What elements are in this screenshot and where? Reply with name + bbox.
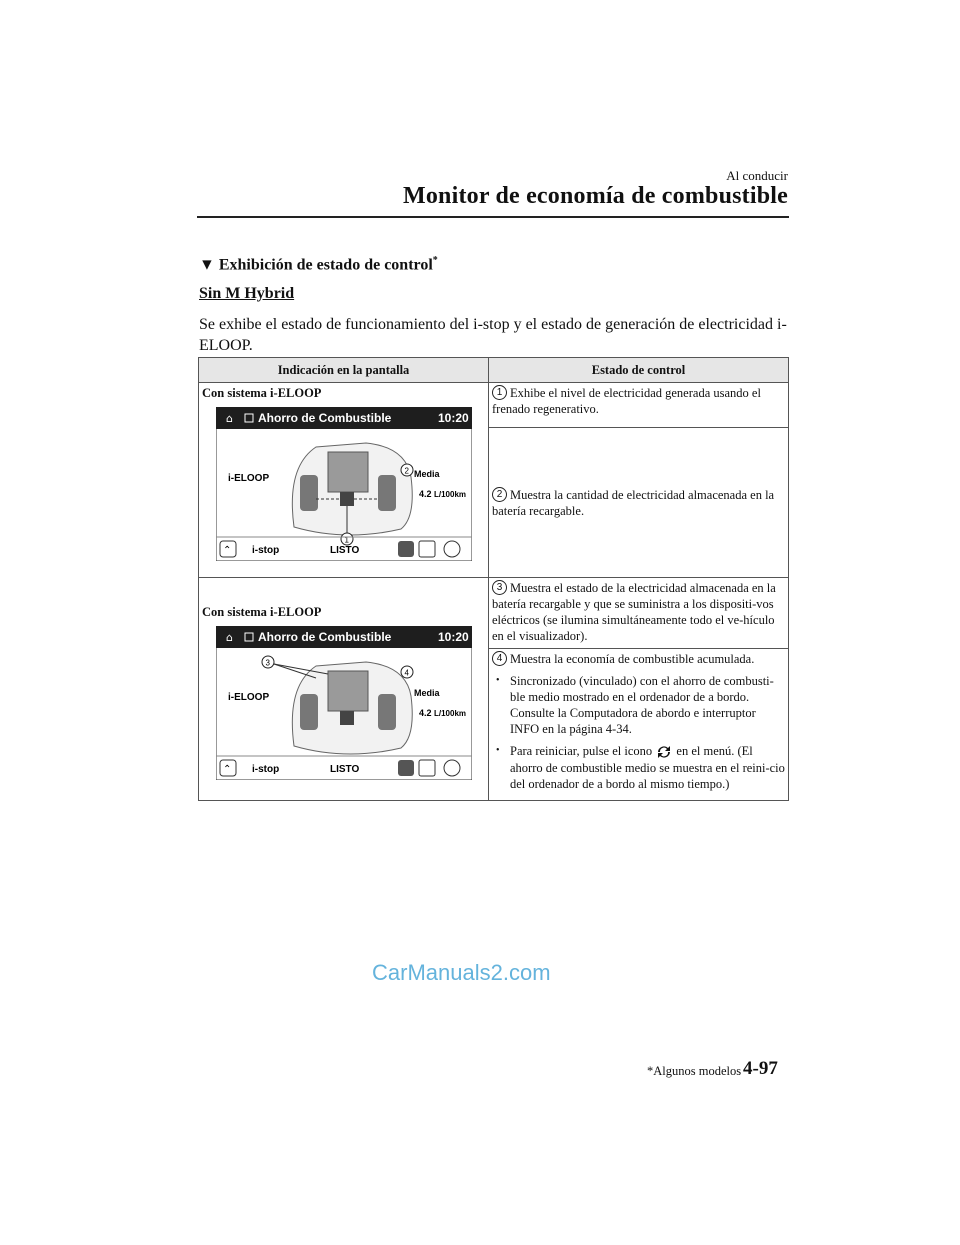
number-badge-3: 3: [492, 580, 507, 595]
triangle-icon: ▼: [199, 256, 215, 274]
list-item: [506, 743, 785, 792]
screen-time: 10:20: [438, 411, 469, 425]
table-header-row: [199, 358, 789, 383]
fuel-value: 4.2: [419, 708, 432, 718]
state-text-2: Muestra la cantidad de electricidad almacenada en la batería recargable.: [492, 487, 775, 518]
section-mark: *: [432, 255, 438, 266]
bullet-text-post: en el menú. (El ahorro de combustible medio se muestra en el reini-cio del ordenador de a bordo al mismo tiempo.): [510, 744, 785, 792]
fuel-economy-screen: [216, 407, 472, 561]
fuel-value: 4.2: [419, 489, 432, 499]
number-badge-2: 2: [492, 487, 507, 502]
callout-2: 2: [404, 466, 409, 476]
svg-text:⌃: ⌃: [223, 764, 232, 775]
gear-icon: [398, 541, 414, 557]
wheel-left: [300, 475, 318, 511]
section-title: [199, 255, 438, 274]
fuel-unit: L/100km: [434, 709, 467, 718]
display-screen-1: [216, 407, 485, 565]
callout-1: 1: [344, 535, 349, 545]
header-rule: [197, 216, 789, 218]
row-label: Con sistema i-ELOOP: [202, 386, 322, 400]
svg-text:⌃: ⌃: [223, 545, 232, 556]
callout-4: 4: [404, 668, 409, 678]
table-row: [199, 383, 789, 428]
istop-label: i-stop: [252, 764, 280, 775]
number-badge-1: 1: [492, 385, 507, 400]
bullet-list: [492, 673, 785, 792]
footnote: *Algunos modelos: [647, 1064, 742, 1078]
subsection-title: Sin M Hybrid: [199, 285, 295, 302]
media-label: Media: [414, 469, 440, 479]
battery-block: [340, 492, 354, 506]
state-cell-1: [489, 383, 789, 428]
fuel-unit: L/100km: [434, 490, 467, 499]
state-cell-3: [489, 578, 789, 649]
svg-text:⌂: ⌂: [226, 631, 233, 644]
control-table: [198, 357, 789, 801]
screen-time: 10:20: [438, 630, 469, 644]
istop-label: i-stop: [252, 545, 280, 556]
system-label: i-ELOOP: [228, 473, 270, 484]
number-badge-4: 4: [492, 651, 507, 666]
system-label: i-ELOOP: [228, 692, 270, 703]
fuel-economy-screen: [216, 626, 472, 780]
col-header-display: Indicación en la pantalla: [199, 358, 489, 383]
display-screen-2: [216, 626, 485, 784]
page-title: Monitor de economía de combustible: [403, 183, 788, 209]
wheel-right: [378, 475, 396, 511]
screen-title: Ahorro de Combustible: [258, 630, 392, 644]
table-row: [199, 578, 789, 649]
car-body: [328, 452, 368, 492]
ready-label: LISTO: [330, 764, 360, 775]
chapter-label: Al conducir: [726, 168, 788, 183]
state-cell-4: [489, 649, 789, 801]
media-label: Media: [414, 688, 440, 698]
reset-icon: [655, 744, 673, 760]
reset-icon: [444, 541, 460, 557]
col-header-state: Estado de control: [489, 358, 789, 383]
bullet-text-pre: Para reiniciar, pulse el icono: [510, 744, 653, 758]
callout-3: 3: [265, 658, 270, 668]
ready-label: LISTO: [330, 545, 360, 556]
state-text-3: Muestra el estado de la electricidad almacenada en la batería recargable y que se suministra a los dispositi-vos eléctricos (se ilumina simultáneamente todo el ve-hículo en el visualizador).: [492, 581, 776, 643]
intro-text: Se exhibe el estado de funcionamiento del i-stop y el estado de generación de electricidad i-ELOOP.: [199, 316, 787, 354]
state-cell-2: [489, 428, 789, 578]
screen-cell-1: [199, 383, 489, 578]
state-text-1: Exhibe el nivel de electricidad generada usando el frenado regenerativo.: [492, 386, 761, 416]
state-text-4: Muestra la economía de combustible acumulada.: [510, 652, 755, 666]
page-number: 4-97: [743, 1058, 778, 1079]
screen-cell-2: [199, 578, 489, 801]
watermark: CarManuals2.com: [372, 960, 551, 985]
section-title-text: Exhibición de estado de control: [218, 256, 433, 274]
list-item: • Sincronizado (vinculado) con el ahorro de combusti-ble medio mostrado en el ordenador de a bordo. Consulte la Computadora de abordo e interruptor INFO en la página 4-34.: [506, 673, 785, 737]
row-label: Con sistema i-ELOOP: [202, 605, 322, 619]
screen-title: Ahorro de Combustible: [258, 411, 392, 425]
home-icon: ⌂: [226, 412, 233, 425]
battery-icon: [419, 541, 435, 557]
